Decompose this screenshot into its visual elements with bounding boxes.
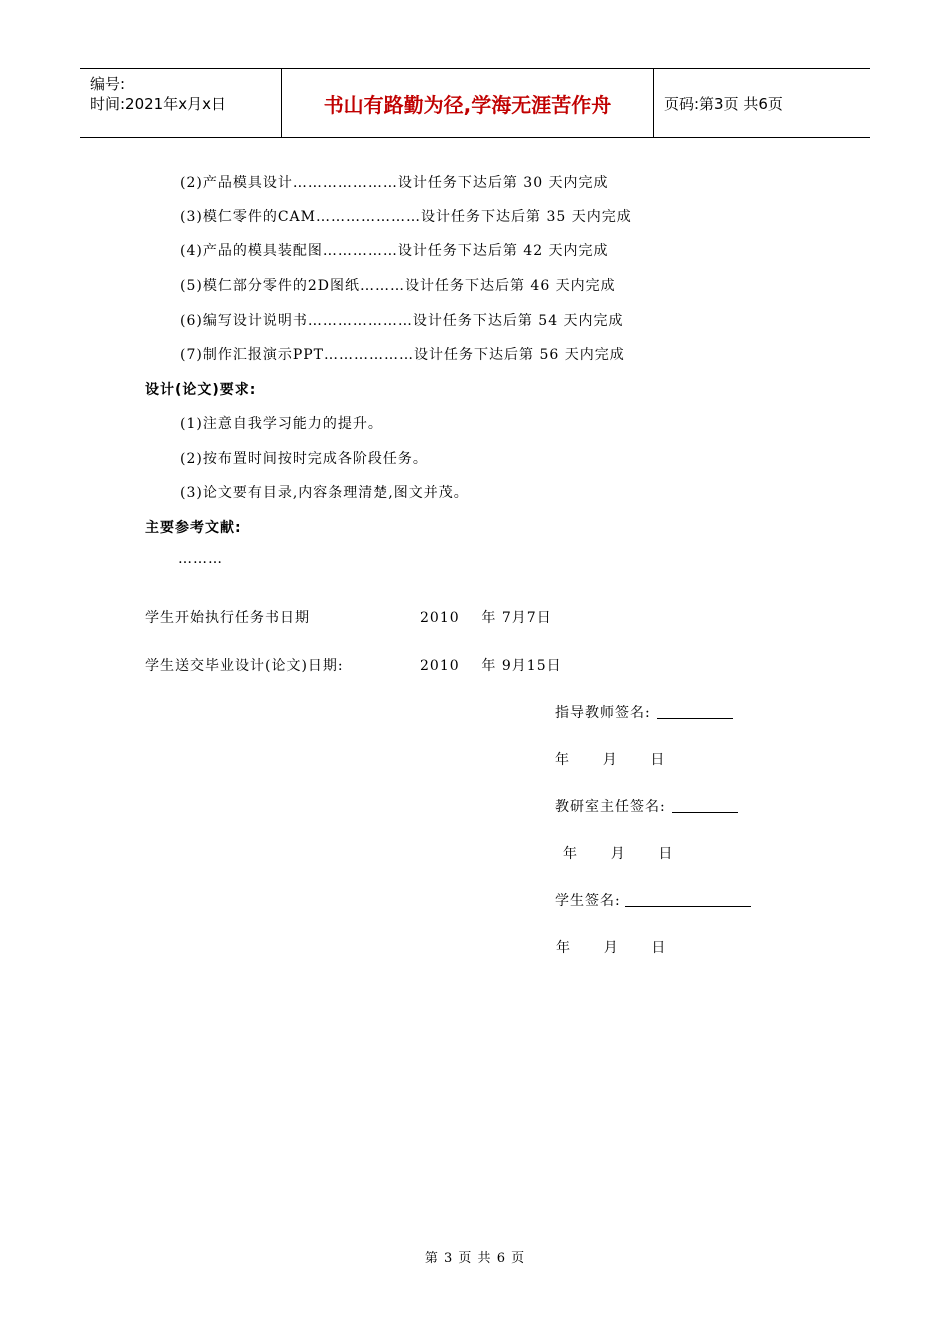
student-signature-line[interactable] xyxy=(625,892,751,907)
submit-date-value: 2010 年 9月15日 xyxy=(420,658,562,674)
header-left-cell xyxy=(80,69,282,137)
schedule-item: (2)产品模具设计…………………设计任务下达后第 30 天内完成 xyxy=(180,175,609,191)
director-signature xyxy=(555,796,738,816)
schedule-item: (5)模仁部分零件的2D图纸………设计任务下达后第 46 天内完成 xyxy=(180,278,616,294)
page-header xyxy=(80,68,870,138)
requirement-item: (2)按布置时间按时完成各阶段任务。 xyxy=(180,451,428,467)
start-date-value: 2010 年 7月7日 xyxy=(420,610,552,626)
director-date-line: 年 月 日 xyxy=(563,846,674,862)
header-motto: 书山有路勤为径,学海无涯苦作舟 xyxy=(282,69,654,137)
submit-date-label: 学生送交毕业设计(论文)日期: xyxy=(145,658,344,674)
advisor-signature-line[interactable] xyxy=(657,704,733,719)
student-date-line: 年 月 日 xyxy=(556,940,667,956)
requirement-item: (3)论文要有目录,内容条理清楚,图文并茂。 xyxy=(180,485,469,501)
header-page-label: 页码:第3页 共6页 xyxy=(664,94,783,113)
director-signature-label: 教研室主任签名: xyxy=(555,799,666,815)
schedule-item: (3)模仁零件的CAM…………………设计任务下达后第 35 天内完成 xyxy=(180,209,632,225)
director-signature-line[interactable] xyxy=(672,798,738,813)
header-date-label: 时间:2021年x月x日 xyxy=(90,95,226,113)
references-title: 主要参考文献: xyxy=(145,520,242,536)
start-date-label: 学生开始执行任务书日期 xyxy=(145,610,310,626)
references-content: ……… xyxy=(178,551,223,567)
student-signature-label: 学生签名: xyxy=(555,893,621,909)
schedule-item: (6)编写设计说明书…………………设计任务下达后第 54 天内完成 xyxy=(180,313,624,329)
page-footer: 第 3 页 共 6 页 xyxy=(424,1251,526,1266)
schedule-item: (7)制作汇报演示PPT………………设计任务下达后第 56 天内完成 xyxy=(180,347,625,363)
advisor-date-line: 年 月 日 xyxy=(555,752,666,768)
requirement-item: (1)注意自我学习能力的提升。 xyxy=(180,416,383,432)
header-number-label: 编号: xyxy=(90,75,126,93)
advisor-signature xyxy=(555,702,733,722)
student-signature xyxy=(555,890,751,910)
schedule-item: (4)产品的模具装配图……………设计任务下达后第 42 天内完成 xyxy=(180,243,609,259)
requirements-title: 设计(论文)要求: xyxy=(145,382,257,398)
advisor-signature-label: 指导教师签名: xyxy=(555,705,651,721)
